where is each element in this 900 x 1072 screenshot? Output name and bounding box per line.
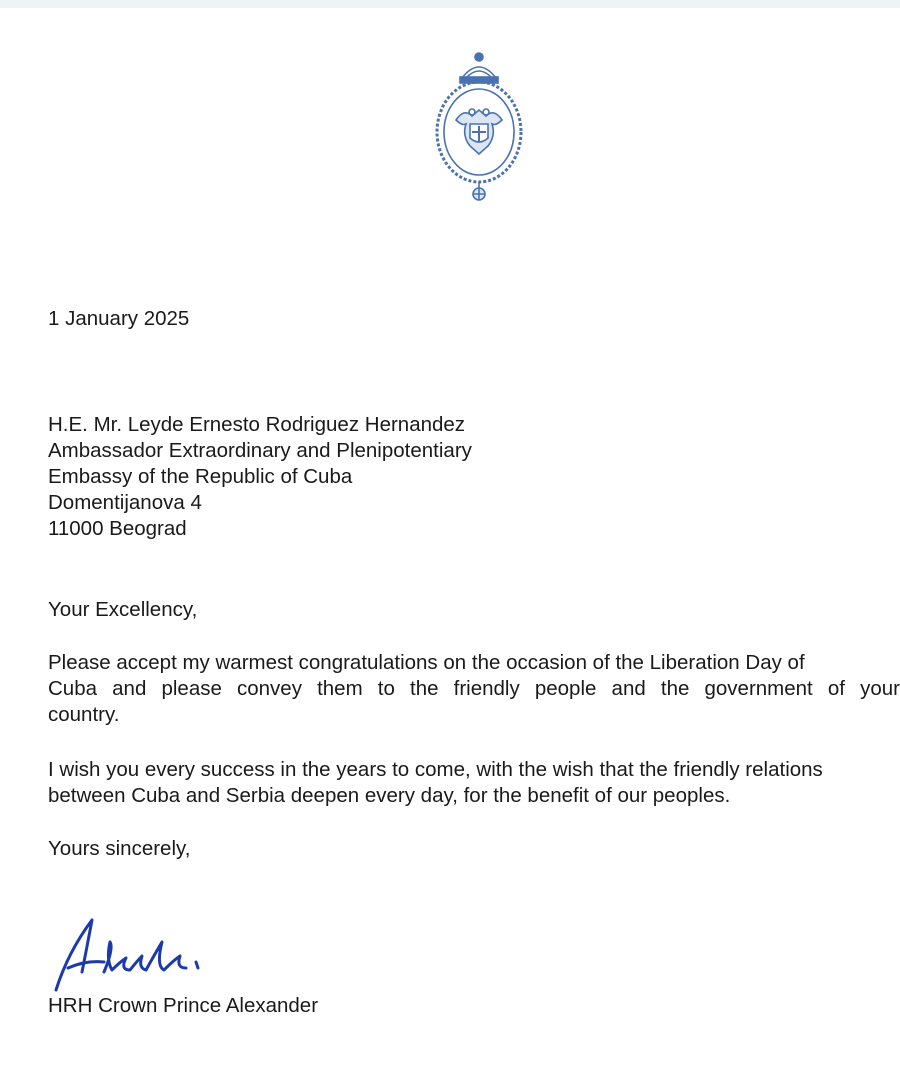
- recipient-street: Domentijanova 4: [48, 491, 202, 514]
- paragraph-2-line-2: between Cuba and Serbia deepen every day, for the benefit of our peoples.: [48, 784, 731, 807]
- body-paragraph-1: [48, 650, 900, 728]
- closing: Yours sincerely,: [48, 837, 191, 860]
- recipient-title: Ambassador Extraordinary and Plenipotentiary: [48, 439, 472, 462]
- page-top-edge: [0, 0, 900, 8]
- letter-date: 1 January 2025: [48, 307, 190, 330]
- recipient-city: 11000 Beograd: [48, 517, 187, 540]
- paragraph-1-line-2: Cuba and please convey them to the friendly people and the government of your: [48, 677, 900, 700]
- recipient-name: H.E. Mr. Leyde Ernesto Rodriguez Hernandez: [48, 413, 466, 436]
- handwritten-signature: [46, 912, 216, 996]
- signatory-name: HRH Crown Prince Alexander: [48, 994, 319, 1017]
- paragraph-2-line-1: I wish you every success in the years to come, with the wish that the friendly relations: [48, 758, 823, 781]
- recipient-address: [48, 412, 472, 542]
- recipient-embassy: Embassy of the Republic of Cuba: [48, 465, 353, 488]
- royal-coat-of-arms-icon: [432, 50, 526, 204]
- paragraph-1-line-1: Please accept my warmest congratulations on the occasion of the Liberation Day of: [48, 651, 805, 674]
- salutation: Your Excellency,: [48, 598, 198, 621]
- body-paragraph-2: [48, 757, 823, 809]
- paragraph-1-line-3: country.: [48, 703, 120, 726]
